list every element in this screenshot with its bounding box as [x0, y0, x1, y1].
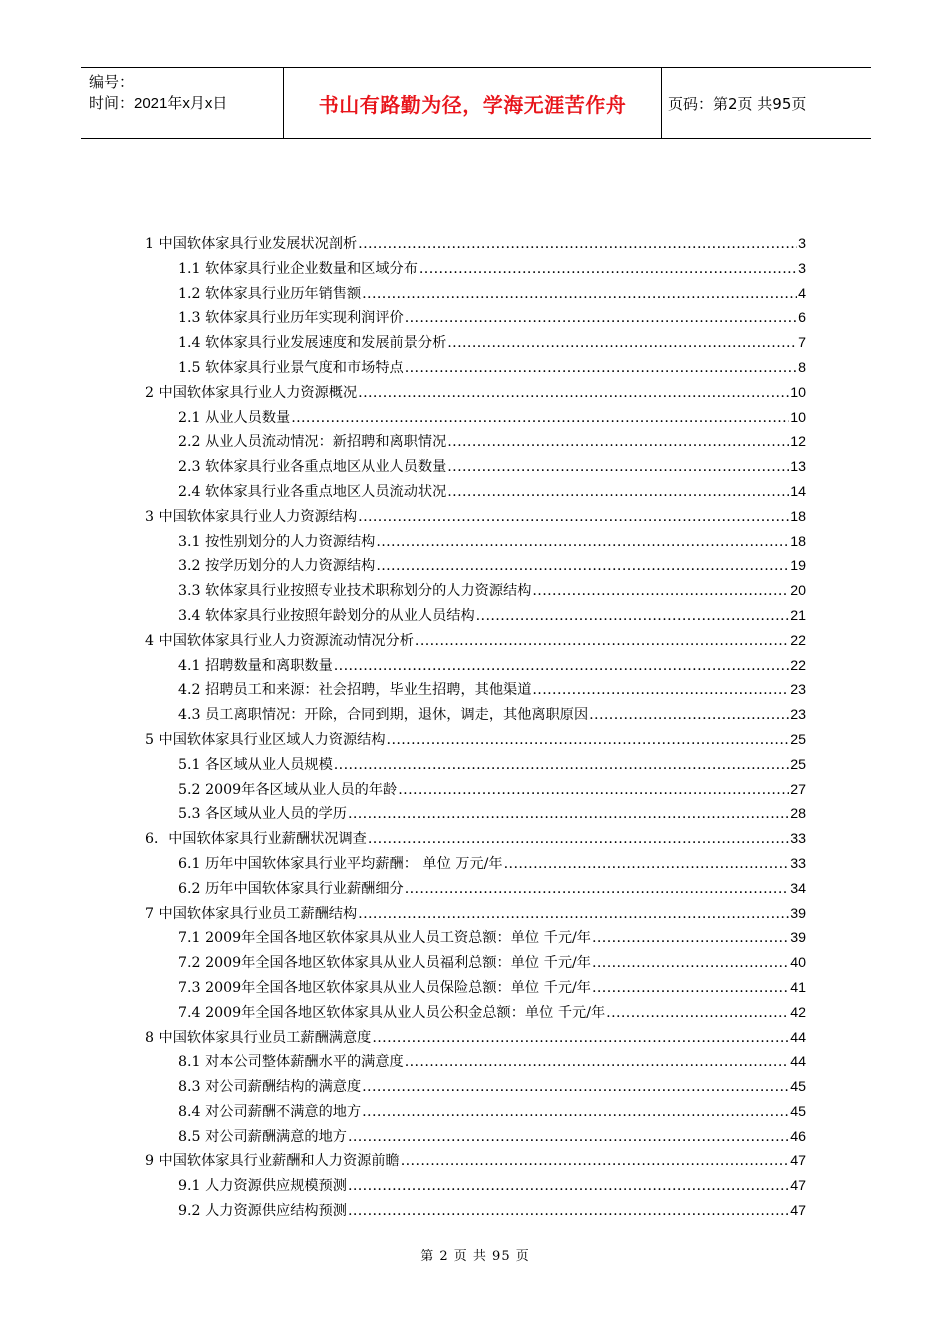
toc-entry-page-number: 47 — [790, 1203, 806, 1220]
toc-entry-page-number: 45 — [790, 1079, 806, 1096]
toc-dot-leader — [532, 579, 789, 604]
toc-entry-title: 8.3 对公司薪酬结构的满意度 — [178, 1079, 362, 1096]
toc-entry-page-number: 47 — [790, 1178, 806, 1195]
toc-entry-title: 4.1 招聘数量和离职数量 — [178, 657, 333, 674]
toc-dot-leader — [358, 381, 789, 406]
toc-entry-page-number: 23 — [790, 682, 806, 699]
toc-section-entry[interactable] — [145, 802, 806, 827]
toc-dot-leader — [419, 257, 797, 282]
toc-entry-page-number: 12 — [790, 434, 806, 451]
toc-entry-page-number: 39 — [790, 930, 806, 947]
toc-dot-leader — [362, 282, 797, 307]
toc-dot-leader — [358, 232, 797, 257]
toc-entry-title: 8.4 对公司薪酬不满意的地方 — [178, 1103, 362, 1120]
toc-entry-title: 1.4 软体家具行业发展速度和发展前景分析 — [178, 335, 447, 352]
table-of-contents — [145, 232, 806, 1224]
toc-entry-page-number: 44 — [790, 1029, 806, 1046]
toc-section-entry[interactable] — [145, 926, 806, 951]
toc-entry-title: 1 中国软体家具行业发展状况剖析 — [145, 236, 358, 252]
toc-section-entry[interactable] — [145, 877, 806, 902]
toc-section-entry[interactable] — [145, 406, 806, 431]
toc-entry-title: 5.1 各区域从业人员规模 — [178, 756, 333, 773]
toc-dot-leader — [592, 951, 789, 976]
toc-dot-leader — [348, 1125, 789, 1150]
toc-section-entry[interactable] — [145, 1174, 806, 1199]
toc-entry-title: 2 中国软体家具行业人力资源概况 — [145, 384, 358, 401]
toc-chapter-entry[interactable] — [145, 505, 806, 530]
toc-entry-page-number: 27 — [790, 781, 806, 798]
toc-entry-page-number: 7 — [798, 335, 806, 352]
header-meta — [81, 68, 283, 138]
toc-section-entry[interactable] — [145, 1100, 806, 1125]
toc-dot-leader — [504, 852, 790, 877]
toc-entry-title: 8.1 对本公司整体薪酬水平的满意度 — [178, 1054, 404, 1071]
toc-entry-title: 2.1 从业人员数量 — [178, 409, 291, 426]
toc-entry-title: 2.2 从业人员流动情况：新招聘和离职情况 — [178, 434, 447, 451]
toc-section-entry[interactable] — [145, 654, 806, 679]
toc-chapter-entry[interactable] — [145, 381, 806, 406]
toc-dot-leader — [358, 505, 789, 530]
toc-entry-page-number: 14 — [790, 483, 806, 500]
toc-chapter-entry[interactable] — [145, 1149, 806, 1174]
toc-entry-title: 8.5 对公司薪酬满意的地方 — [178, 1128, 347, 1145]
toc-entry-title: 5 中国软体家具行业区域人力资源结构 — [145, 731, 386, 748]
toc-entry-title: 3.1 按性别划分的人力资源结构 — [178, 533, 376, 550]
toc-section-entry[interactable] — [145, 1075, 806, 1100]
toc-entry-page-number: 44 — [790, 1054, 806, 1071]
toc-dot-leader — [447, 480, 789, 505]
toc-dot-leader — [376, 530, 789, 555]
toc-chapter-entry[interactable] — [145, 629, 806, 654]
toc-entry-page-number: 42 — [790, 1004, 806, 1021]
toc-entry-title: 7 中国软体家具行业员工薪酬结构 — [145, 905, 358, 922]
toc-entry-title: 4.2 招聘员工和来源：社会招聘，毕业生招聘，其他渠道 — [178, 682, 532, 699]
toc-dot-leader — [334, 753, 789, 778]
toc-entry-title: 4.3 员工离职情况：开除，合同到期，退休，调走，其他离职原因 — [178, 707, 589, 724]
toc-dot-leader — [405, 877, 790, 902]
toc-dot-leader — [398, 778, 789, 803]
toc-section-entry[interactable] — [145, 554, 806, 579]
document-date-label: 时间：2021年x月x日 — [89, 95, 228, 112]
toc-chapter-entry[interactable] — [145, 1026, 806, 1051]
toc-entry-page-number: 20 — [790, 583, 806, 600]
toc-entry-title: 9 中国软体家具行业薪酬和人力资源前瞻 — [145, 1153, 400, 1170]
toc-entry-page-number: 25 — [790, 756, 806, 773]
toc-dot-leader — [334, 654, 789, 679]
toc-entry-title: 6.2 历年中国软体家具行业薪酬细分 — [178, 880, 404, 897]
toc-entry-title: 1.2 软体家具行业历年销售额 — [178, 285, 362, 302]
toc-entry-title: 5.2 2009年各区域从业人员的年龄 — [178, 781, 398, 798]
toc-entry-page-number: 33 — [790, 855, 806, 872]
toc-dot-leader — [348, 802, 789, 827]
toc-dot-leader — [362, 1075, 789, 1100]
toc-entry-title: 1.1 软体家具行业企业数量和区域分布 — [178, 260, 418, 277]
header-motto: 书山有路勤为径，学海无涯苦作舟 — [283, 68, 662, 138]
toc-section-entry[interactable] — [145, 430, 806, 455]
toc-section-entry[interactable] — [145, 703, 806, 728]
toc-entry-title: 6.1 历年中国软体家具行业平均薪酬： 单位 万元/年 — [178, 855, 503, 872]
toc-chapter-entry[interactable] — [145, 232, 806, 257]
toc-entry-page-number: 8 — [798, 359, 806, 376]
toc-entry-page-number: 40 — [790, 955, 806, 972]
toc-entry-title: 4 中国软体家具行业人力资源流动情况分析 — [145, 632, 414, 649]
toc-section-entry[interactable] — [145, 1199, 806, 1224]
toc-section-entry[interactable] — [145, 455, 806, 480]
toc-section-entry[interactable] — [145, 356, 806, 381]
toc-dot-leader — [405, 356, 797, 381]
toc-entry-title: 7.4 2009年全国各地区软体家具从业人员公积金总额：单位 千元/年 — [178, 1004, 606, 1021]
toc-entry-page-number: 21 — [790, 607, 806, 624]
toc-entry-page-number: 25 — [790, 731, 806, 748]
toc-entry-title: 7.3 2009年全国各地区软体家具从业人员保险总额：单位 千元/年 — [178, 979, 591, 996]
toc-entry-title: 1.3 软体家具行业历年实现利润评价 — [178, 310, 404, 327]
toc-dot-leader — [387, 728, 790, 753]
toc-dot-leader — [592, 926, 789, 951]
toc-entry-title: 2.3 软体家具行业各重点地区从业人员数量 — [178, 459, 447, 476]
toc-dot-leader — [348, 1199, 789, 1224]
toc-section-entry[interactable] — [145, 257, 806, 282]
toc-entry-page-number: 19 — [790, 558, 806, 575]
toc-entry-page-number: 46 — [790, 1128, 806, 1145]
toc-section-entry[interactable] — [145, 1050, 806, 1075]
toc-entry-page-number: 13 — [790, 459, 806, 476]
toc-entry-title: 9.2 人力资源供应结构预测 — [178, 1203, 347, 1220]
toc-entry-page-number: 22 — [790, 632, 806, 649]
toc-section-entry[interactable] — [145, 852, 806, 877]
toc-entry-title: 3 中国软体家具行业人力资源结构 — [145, 508, 358, 525]
toc-chapter-entry[interactable] — [145, 902, 806, 927]
toc-dot-leader — [348, 1174, 789, 1199]
toc-dot-leader — [476, 604, 790, 629]
toc-entry-page-number: 4 — [798, 285, 806, 302]
toc-dot-leader — [589, 703, 789, 728]
toc-entry-page-number: 10 — [790, 384, 806, 401]
toc-dot-leader — [606, 1001, 789, 1026]
toc-dot-leader — [405, 306, 797, 331]
toc-section-entry[interactable] — [145, 282, 806, 307]
toc-section-entry[interactable] — [145, 778, 806, 803]
toc-entry-page-number: 41 — [790, 979, 806, 996]
toc-entry-title: 8 中国软体家具行业员工薪酬满意度 — [145, 1029, 372, 1046]
toc-dot-leader — [415, 629, 789, 654]
toc-entry-page-number: 34 — [790, 880, 806, 897]
toc-entry-page-number: 6 — [798, 310, 806, 327]
toc-entry-page-number: 47 — [790, 1153, 806, 1170]
toc-section-entry[interactable] — [145, 530, 806, 555]
toc-entry-page-number: 45 — [790, 1103, 806, 1120]
toc-entry-page-number: 10 — [790, 409, 806, 426]
toc-chapter-entry[interactable] — [145, 827, 806, 852]
toc-entry-page-number: 28 — [790, 806, 806, 823]
toc-entry-title: 3.4 软体家具行业按照年龄划分的从业人员结构 — [178, 607, 475, 624]
toc-dot-leader — [376, 554, 789, 579]
toc-entry-title: 2.4 软体家具行业各重点地区人员流动状况 — [178, 483, 447, 500]
toc-dot-leader — [532, 678, 789, 703]
toc-dot-leader — [368, 827, 789, 852]
document-number-label: 编号： — [89, 74, 135, 91]
toc-section-entry[interactable] — [145, 480, 806, 505]
toc-entry-page-number: 18 — [790, 533, 806, 550]
toc-dot-leader — [447, 455, 789, 480]
toc-entry-title: 9.1 人力资源供应规模预测 — [178, 1178, 347, 1195]
toc-entry-page-number: 39 — [790, 905, 806, 922]
header-page-label: 页码：第2页 共95页 — [668, 94, 807, 113]
toc-section-entry[interactable] — [145, 951, 806, 976]
toc-entry-page-number: 33 — [790, 831, 806, 848]
toc-entry-title: 7.1 2009年全国各地区软体家具从业人员工资总额：单位 千元/年 — [178, 930, 591, 947]
toc-entry-page-number: 3 — [798, 260, 806, 277]
toc-entry-page-number: 23 — [790, 707, 806, 724]
toc-section-entry[interactable] — [145, 579, 806, 604]
toc-section-entry[interactable] — [145, 753, 806, 778]
toc-entry-title: 6．中国软体家具行业薪酬状况调查 — [145, 831, 367, 848]
toc-section-entry[interactable] — [145, 604, 806, 629]
toc-entry-page-number: 22 — [790, 657, 806, 674]
toc-section-entry[interactable] — [145, 678, 806, 703]
toc-entry-page-number: 3 — [798, 236, 806, 252]
toc-section-entry[interactable] — [145, 1125, 806, 1150]
toc-dot-leader — [358, 902, 789, 927]
toc-dot-leader — [372, 1026, 789, 1051]
toc-dot-leader — [401, 1149, 789, 1174]
toc-chapter-entry[interactable] — [145, 728, 806, 753]
toc-dot-leader — [405, 1050, 790, 1075]
toc-entry-page-number: 18 — [790, 508, 806, 525]
toc-dot-leader — [592, 976, 789, 1001]
toc-dot-leader — [447, 331, 797, 356]
toc-entry-title: 3.3 软体家具行业按照专业技术职称划分的人力资源结构 — [178, 583, 532, 600]
toc-section-entry[interactable] — [145, 976, 806, 1001]
toc-entry-title: 5.3 各区域从业人员的学历 — [178, 806, 347, 823]
toc-entry-title: 3.2 按学历划分的人力资源结构 — [178, 558, 376, 575]
toc-section-entry[interactable] — [145, 1001, 806, 1026]
toc-section-entry[interactable] — [145, 306, 806, 331]
page-header — [81, 67, 871, 139]
toc-entry-title: 1.5 软体家具行业景气度和市场特点 — [178, 359, 404, 376]
toc-dot-leader — [447, 430, 789, 455]
toc-entry-title: 7.2 2009年全国各地区软体家具从业人员福利总额：单位 千元/年 — [178, 955, 591, 972]
toc-dot-leader — [291, 406, 789, 431]
toc-section-entry[interactable] — [145, 331, 806, 356]
toc-dot-leader — [362, 1100, 789, 1125]
page-footer: 第 2 页 共 95 页 — [420, 1249, 530, 1264]
